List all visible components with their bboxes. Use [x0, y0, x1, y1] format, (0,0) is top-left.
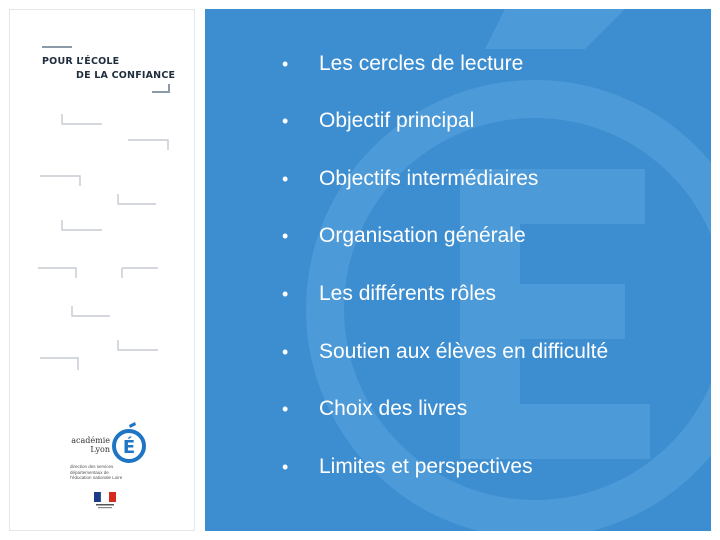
bullet-item	[205, 394, 711, 424]
bullet-marker: •	[282, 342, 289, 362]
bullet-item	[205, 337, 711, 367]
marianne-flag-icon	[94, 492, 116, 510]
bullet-list	[205, 9, 711, 531]
bullet-text: Organisation générale	[319, 224, 526, 247]
bullet-marker: •	[282, 399, 289, 419]
bullet-item	[205, 221, 711, 251]
academie-word: académie	[71, 436, 110, 445]
bullet-marker: •	[282, 111, 289, 131]
bullet-item	[205, 106, 711, 136]
bullet-text: Soutien aux élèves en difficulté	[319, 340, 609, 363]
academie-city: Lyon	[90, 445, 110, 454]
brand-line-1: POUR L’ÉCOLE	[42, 56, 120, 67]
academie-e-logo-icon	[110, 422, 148, 464]
brand-line-2: DE LA CONFIANCE	[76, 70, 176, 81]
academie-name	[70, 436, 110, 454]
bullet-marker: •	[282, 54, 289, 74]
bullet-text: Les cercles de lecture	[319, 52, 524, 75]
academie-subtitle: direction des services départementaux de l’éducation nationale Loire	[70, 464, 123, 480]
bullet-item	[205, 452, 711, 482]
academie-logo-block	[70, 420, 160, 520]
bullet-marker: •	[282, 284, 289, 304]
bullet-item	[205, 49, 711, 79]
bullet-text: Limites et perspectives	[319, 455, 533, 478]
bullet-marker: •	[282, 457, 289, 477]
bullet-marker: •	[282, 169, 289, 189]
bullet-item	[205, 164, 711, 194]
bullet-item	[205, 279, 711, 309]
bullet-text: Objectifs intermédiaires	[319, 167, 539, 190]
academie-logo-letter: É	[122, 437, 136, 458]
bullet-text: Les différents rôles	[319, 282, 497, 305]
bullet-text: Choix des livres	[319, 397, 468, 420]
sidebar-panel	[9, 9, 195, 531]
bullet-text: Objectif principal	[319, 109, 475, 132]
content-panel	[205, 9, 711, 531]
bullet-marker: •	[282, 226, 289, 246]
